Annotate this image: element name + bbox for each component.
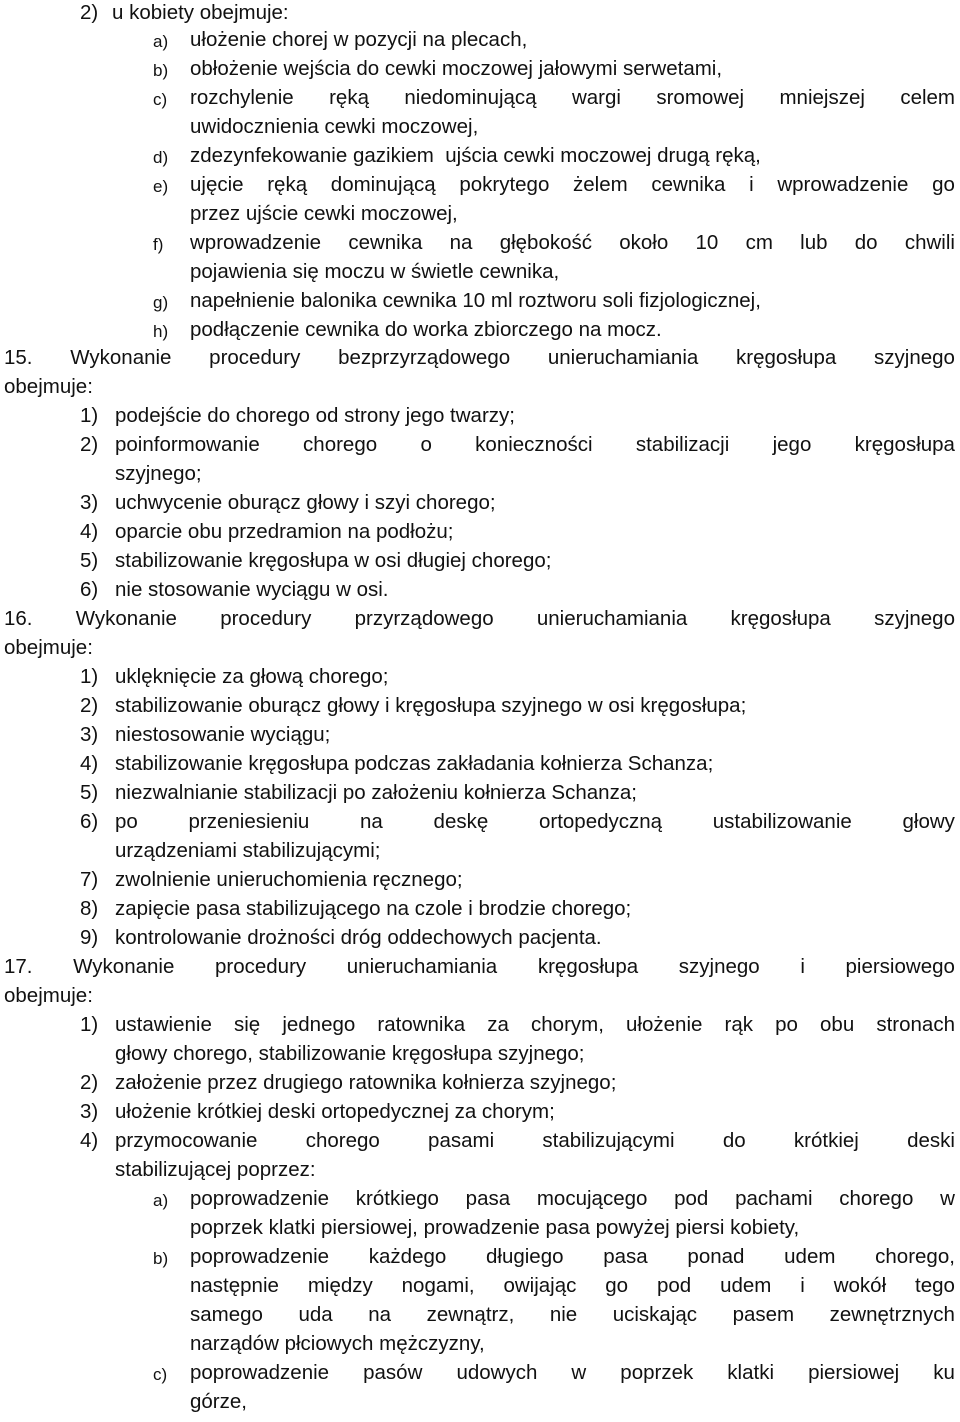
word: krótkiej <box>793 1129 859 1152</box>
word: stronach <box>876 1013 955 1036</box>
text-line: narządów płciowych mężczyzny, <box>190 1332 485 1355</box>
word: ratownika <box>377 1013 466 1036</box>
text-line <box>4 957 955 978</box>
list-marker: e) <box>153 177 169 196</box>
word: poprowadzenie <box>190 1187 330 1210</box>
word: chorego <box>303 433 378 456</box>
list-marker: h) <box>153 322 169 341</box>
word: konieczności <box>475 433 593 456</box>
word: mocującego <box>536 1187 648 1210</box>
word: około <box>619 231 669 254</box>
word: cewnika <box>348 231 423 254</box>
text-line: zdezynfekowanie gazikiem ujścia cewki moczowej drugą ręką, <box>190 144 761 167</box>
word: ułożenie <box>626 1013 703 1036</box>
word: pasów <box>363 1361 423 1384</box>
list-marker: a) <box>153 1191 169 1210</box>
text-line: stabilizującej poprzez: <box>115 1158 316 1181</box>
word: poinformowanie <box>115 433 260 456</box>
list-marker: c) <box>153 1365 168 1384</box>
text-line: założenie przez drugiego ratownika kołnierza szyjnego; <box>115 1071 617 1094</box>
word: uciskając <box>612 1303 698 1326</box>
list-marker: b) <box>153 61 169 80</box>
word: po <box>775 1013 798 1036</box>
word: chorego <box>305 1129 380 1152</box>
word: wargi <box>571 86 621 109</box>
word: rąk <box>724 1013 753 1036</box>
word: na <box>449 231 473 254</box>
text-line: urządzeniami stabilizującymi; <box>115 839 381 862</box>
text-line: pojawienia się moczu w świetle cewnika, <box>190 260 560 283</box>
word: nie <box>549 1303 578 1326</box>
word: i <box>749 173 754 196</box>
text-line <box>190 1305 955 1326</box>
text-line: oparcie obu przedramion na podłożu; <box>115 520 454 543</box>
word: 17. <box>4 955 33 978</box>
word: klatki <box>727 1361 775 1384</box>
text-line: górze, <box>190 1390 247 1413</box>
list-marker: b) <box>153 1249 169 1268</box>
text-line <box>115 435 955 456</box>
word: obu <box>820 1013 855 1036</box>
list-marker: 5) <box>80 781 99 804</box>
word: o <box>420 433 432 456</box>
word: przymocowanie <box>115 1129 258 1152</box>
word: udem <box>720 1274 772 1297</box>
list-marker: a) <box>153 32 169 51</box>
word: ponad <box>687 1245 745 1268</box>
word: bezprzyrządowego <box>338 346 511 369</box>
word: pod <box>674 1187 709 1210</box>
list-marker: 3) <box>80 723 99 746</box>
list-marker: 6) <box>80 578 99 601</box>
word: na <box>368 1303 392 1326</box>
word: wprowadzenie <box>190 231 322 254</box>
word: ręką <box>329 86 369 109</box>
word: dominującą <box>330 173 436 196</box>
word: unieruchamiania <box>536 607 688 630</box>
word: do <box>854 231 878 254</box>
word: żelem <box>573 173 628 196</box>
word: w <box>571 1361 587 1384</box>
word: ustabilizowanie <box>712 810 852 833</box>
word: go <box>932 173 955 196</box>
word: zewnątrz, <box>426 1303 515 1326</box>
word: owijając <box>503 1274 577 1297</box>
word: szyjnego <box>678 955 760 978</box>
list-marker: 4) <box>80 520 99 543</box>
text-line: zapięcie pasa stabilizującego na czole i brodzie chorego; <box>115 897 632 920</box>
list-marker: d) <box>153 148 169 167</box>
word: jednego <box>282 1013 356 1036</box>
list-marker: 9) <box>80 926 99 949</box>
text-line: przez ujście cewki moczowej, <box>190 202 458 225</box>
text-line: obejmuje: <box>4 984 93 1007</box>
word: Wykonanie <box>70 346 172 369</box>
word: kręgosłupa <box>537 955 639 978</box>
word: sromowej <box>656 86 745 109</box>
text-line: ułożenie krótkiej deski ortopedycznej za chorym; <box>115 1100 555 1123</box>
text-line: uwidocznienia cewki moczowej, <box>190 115 479 138</box>
list-marker: 1) <box>80 665 99 688</box>
word: deski <box>907 1129 955 1152</box>
word: niedominującą <box>404 86 537 109</box>
text-line: uklęknięcie za głową chorego; <box>115 665 389 688</box>
word: ku <box>933 1361 955 1384</box>
word: chorego <box>839 1187 914 1210</box>
text-line <box>190 88 955 109</box>
list-marker: g) <box>153 293 169 312</box>
text-line <box>190 233 955 254</box>
text-line: obejmuje: <box>4 636 93 659</box>
text-line: niestosowanie wyciągu; <box>115 723 331 746</box>
word: szyjnego <box>874 607 955 630</box>
list-marker: 1) <box>80 1013 99 1036</box>
text-line <box>190 1276 955 1297</box>
word: pod <box>656 1274 692 1297</box>
text-line <box>115 812 955 833</box>
word: chorym, <box>531 1013 604 1036</box>
word: szyjnego <box>874 346 955 369</box>
word: pasa <box>603 1245 648 1268</box>
list-marker: 2) <box>80 433 99 456</box>
word: kręgosłupa <box>854 433 955 456</box>
word: stabilizującymi <box>542 1129 675 1152</box>
list-marker: 3) <box>80 491 99 514</box>
text-line <box>190 1189 955 1210</box>
word: ortopedyczną <box>538 810 663 833</box>
word: przeniesieniu <box>188 810 310 833</box>
word: i <box>800 1274 805 1297</box>
text-line: stabilizowanie kręgosłupa w osi długiej chorego; <box>115 549 552 572</box>
word: Wykonanie <box>75 607 177 630</box>
word: krótkiego <box>355 1187 439 1210</box>
word: cm <box>745 231 773 254</box>
word: wprowadzenie <box>777 173 909 196</box>
list-marker: 8) <box>80 897 99 920</box>
word: 15. <box>4 346 33 369</box>
word: każdego <box>368 1245 447 1268</box>
text-line <box>190 175 955 196</box>
word: ręką <box>267 173 308 196</box>
text-line: stabilizowanie kręgosłupa podczas zakładania kołnierza Schanza; <box>115 752 714 775</box>
text-line: u kobiety obejmuje: <box>112 1 289 24</box>
word: piersiowego <box>845 955 955 978</box>
word: celem <box>900 86 955 109</box>
word: piersiowej <box>808 1361 900 1384</box>
word: procedury <box>209 346 301 369</box>
text-line <box>115 1131 955 1152</box>
text-line: nie stosowanie wyciągu w osi. <box>115 578 389 601</box>
list-marker: 3) <box>80 1100 99 1123</box>
text-line: szyjnego; <box>115 462 202 485</box>
word: ustawienie <box>115 1013 212 1036</box>
word: poprowadzenie <box>190 1361 330 1384</box>
word: na <box>360 810 383 833</box>
text-line <box>190 1247 955 1268</box>
list-marker: 6) <box>80 810 99 833</box>
list-marker: f) <box>153 235 164 254</box>
word: za <box>487 1013 509 1036</box>
word: przyrządowego <box>354 607 494 630</box>
word: chorego, <box>875 1245 955 1268</box>
word: unieruchamiania <box>547 346 699 369</box>
word: rozchylenie <box>190 86 294 109</box>
word: głębokość <box>499 231 592 254</box>
word: do <box>722 1129 746 1152</box>
text-line: poprzek klatki piersiowej, prowadzenie pasa powyżej piersi kobiety, <box>190 1216 800 1239</box>
word: ujęcie <box>190 173 244 196</box>
list-marker: 2) <box>80 694 99 717</box>
text-line <box>115 1015 955 1036</box>
list-marker: 4) <box>80 752 99 775</box>
word: pasami <box>428 1129 495 1152</box>
word: procedury <box>214 955 307 978</box>
word: zewnętrznych <box>829 1303 955 1326</box>
word: chwili <box>904 231 955 254</box>
word: go <box>605 1274 629 1297</box>
word: deskę <box>433 810 489 833</box>
text-line: napełnienie balonika cewnika 10 ml roztworu soli fizjologicznej, <box>190 289 761 312</box>
text-line <box>4 609 955 630</box>
list-marker: c) <box>153 90 168 109</box>
word: pasem <box>732 1303 795 1326</box>
word: pokrytego <box>459 173 550 196</box>
word: kręgosłupa <box>736 346 837 369</box>
word: lub <box>800 231 828 254</box>
word: procedury <box>220 607 312 630</box>
word: kręgosłupa <box>730 607 831 630</box>
word: i <box>800 955 805 978</box>
list-marker: 4) <box>80 1129 99 1152</box>
word: się <box>233 1013 261 1036</box>
text-line: podejście do chorego od strony jego twarzy; <box>115 404 515 427</box>
word: poprowadzenie <box>190 1245 330 1268</box>
word: samego <box>190 1303 263 1326</box>
word: długiego <box>486 1245 564 1268</box>
word: poprzek <box>620 1361 694 1384</box>
word: 10 <box>695 231 719 254</box>
word: między <box>307 1274 373 1297</box>
text-line <box>4 348 955 369</box>
text-line: kontrolowanie drożności dróg oddechowych pacjenta. <box>115 926 602 949</box>
word: udowych <box>456 1361 538 1384</box>
word: Wykonanie <box>73 955 175 978</box>
word: wokół <box>833 1274 887 1297</box>
word: udem <box>784 1245 836 1268</box>
word: 16. <box>4 607 33 630</box>
word: w <box>940 1187 955 1210</box>
word: pasa <box>465 1187 511 1210</box>
text-line: obejmuje: <box>4 375 93 398</box>
text-line: stabilizowanie oburącz głowy i kręgosłupa szyjnego w osi kręgosłupa; <box>115 694 747 717</box>
text-line <box>190 1363 955 1384</box>
word: następnie <box>190 1274 279 1297</box>
list-marker: 2) <box>80 1071 99 1094</box>
list-marker: 5) <box>80 549 99 572</box>
text-line: niezwalnianie stabilizacji po założeniu kołnierza Schanza; <box>115 781 637 804</box>
text-line: podłączenie cewnika do worka zbiorczego na mocz. <box>190 318 662 341</box>
word: uda <box>298 1303 333 1326</box>
text-line: zwolnienie unieruchomienia ręcznego; <box>115 868 463 891</box>
word: nogami, <box>401 1274 475 1297</box>
word: unieruchamiania <box>346 955 498 978</box>
word: po <box>115 810 138 833</box>
word: tego <box>915 1274 955 1297</box>
word: głowy <box>902 810 955 833</box>
text-line: obłożenie wejścia do cewki moczowej jałowymi serwetami, <box>190 57 723 80</box>
text-line: głowy chorego, stabilizowanie kręgosłupa szyjnego; <box>115 1042 585 1065</box>
text-line: uchwycenie oburącz głowy i szyi chorego; <box>115 491 496 514</box>
word: stabilizacji <box>635 433 730 456</box>
word: jego <box>772 433 812 456</box>
list-marker: 7) <box>80 868 99 891</box>
text-line: ułożenie chorej w pozycji na plecach, <box>190 28 528 51</box>
word: pachami <box>735 1187 813 1210</box>
word: mniejszej <box>779 86 865 109</box>
list-marker: 1) <box>80 404 99 427</box>
list-marker: 2) <box>80 1 99 24</box>
word: cewnika <box>651 173 726 196</box>
